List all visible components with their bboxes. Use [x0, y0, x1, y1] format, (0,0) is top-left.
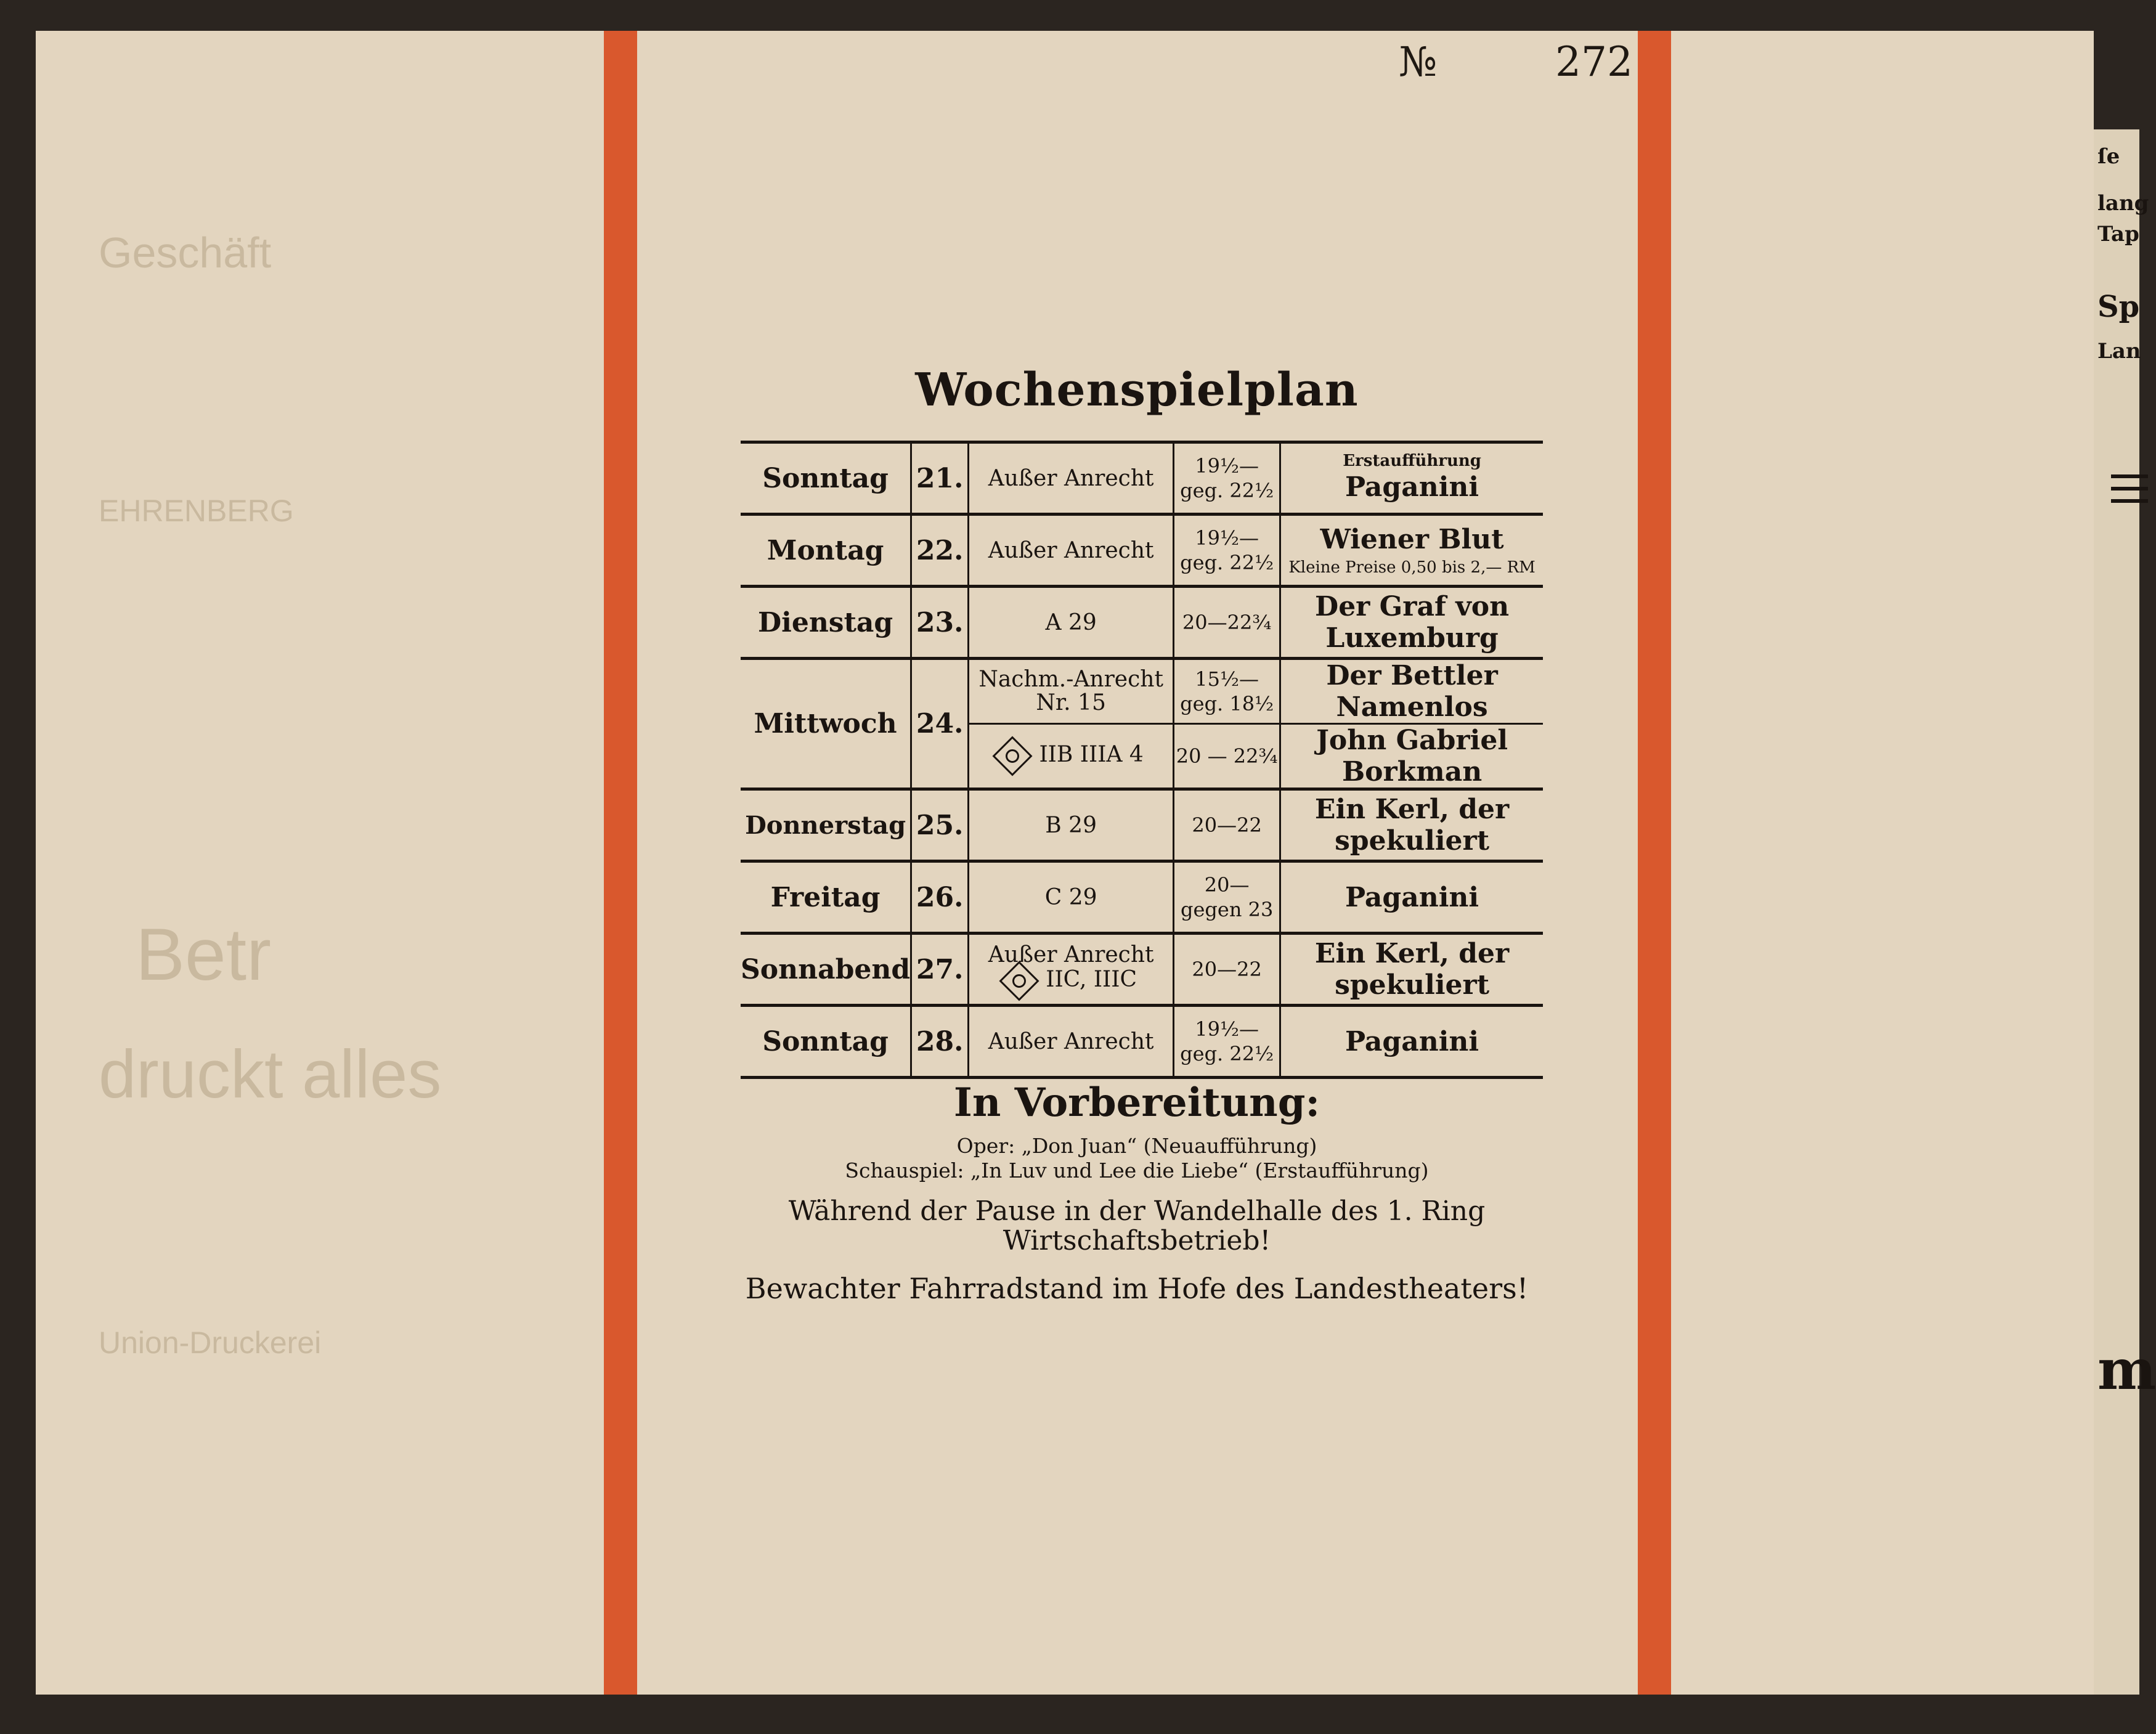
- show-through-text: Union-Druckerei: [99, 1325, 322, 1360]
- theater-emblem-icon: [993, 736, 1033, 776]
- adjacent-page-edge: ſe lang Tap Sp Lan m: [2094, 129, 2139, 1695]
- time-cell: 19½— geg. 22½: [1174, 515, 1280, 587]
- intermission-notice-line-1: Während der Pause in der Wandelhalle des 1. Ring: [788, 1195, 1486, 1227]
- subscription-cell: Außer Anrecht: [969, 1006, 1174, 1078]
- subscription-cell: Nachm.-Anrecht Nr. 15: [969, 659, 1174, 724]
- page-number-value: 272: [1555, 38, 1633, 86]
- subscription-cell: A 29: [969, 587, 1174, 659]
- page-title: Wochenspielplan: [915, 364, 1359, 417]
- subscription-text: Außer Anrecht: [988, 942, 1154, 967]
- intermission-notice-line-2: Wirtschaftsbetrieb!: [1003, 1225, 1271, 1256]
- day-cell: Montag: [741, 515, 911, 587]
- in-preparation-play: Schauspiel: „In Luv und Lee die Liebe“ (Erstaufführung): [845, 1158, 1429, 1182]
- show-through-text: druckt alles: [99, 1036, 442, 1112]
- subscription-extra-text: IIC, IIIC: [1046, 967, 1137, 992]
- table-row: [741, 789, 1543, 861]
- play-title: Ein Kerl, der spekuliert: [1280, 934, 1543, 1006]
- bicycle-notice: Bewachter Fahrradstand im Hofe des Landestheaters!: [745, 1272, 1529, 1305]
- subscription-extra: [969, 967, 1173, 995]
- time-cell: 19½— geg. 22½: [1174, 442, 1280, 515]
- day-cell: Sonnabend: [741, 934, 911, 1006]
- table-row: [741, 1006, 1543, 1078]
- time-cell: 20—22¾: [1174, 587, 1280, 659]
- table-row: [741, 861, 1543, 934]
- date-cell: 21.: [911, 442, 969, 515]
- page-number: [1399, 38, 1633, 100]
- date-cell: 23.: [911, 587, 969, 659]
- play-title: Paganini: [1345, 471, 1479, 503]
- day-cell: Mittwoch: [741, 659, 911, 789]
- time-cell: 20 — 22¾: [1174, 724, 1280, 789]
- page-number-prefix: №: [1399, 38, 1438, 86]
- table-row: [741, 934, 1543, 1006]
- day-cell: Freitag: [741, 861, 911, 934]
- in-preparation-opera: Oper: „Don Juan“ (Neuaufführung): [956, 1134, 1317, 1158]
- subscription-text: IIB IIIA 4: [1039, 742, 1144, 767]
- in-preparation-heading: In Vorbereitung:: [953, 1080, 1320, 1126]
- day-cell: Sonntag: [741, 442, 911, 515]
- subscription-cell: [969, 934, 1174, 1006]
- play-cell: [1280, 515, 1543, 587]
- subscription-cell: Außer Anrecht: [969, 442, 1174, 515]
- show-through-text: Betr: [136, 913, 272, 996]
- date-cell: 25.: [911, 789, 969, 861]
- left-orange-stripe: [604, 31, 637, 1695]
- play-title: Ein Kerl, der spekuliert: [1280, 789, 1543, 861]
- subscription-cell: [969, 724, 1174, 789]
- play-title: Der Graf von Luxemburg: [1280, 587, 1543, 659]
- subscription-cell: C 29: [969, 861, 1174, 934]
- time-cell: 20—22: [1174, 934, 1280, 1006]
- date-cell: 26.: [911, 861, 969, 934]
- date-cell: 28.: [911, 1006, 969, 1078]
- day-cell: Donnerstag: [741, 789, 911, 861]
- right-orange-stripe: [1638, 31, 1671, 1695]
- table-row: [741, 659, 1543, 724]
- table-row: [741, 442, 1543, 515]
- time-cell: 19½— geg. 22½: [1174, 1006, 1280, 1078]
- weekly-schedule-table: [741, 441, 1543, 1079]
- play-title: Wiener Blut: [1320, 524, 1504, 555]
- play-cell: [1280, 442, 1543, 515]
- play-title: Der Bettler Namenlos: [1280, 659, 1543, 724]
- show-through-text: EHRENBERG: [99, 494, 294, 528]
- intermission-notice: [641, 1197, 1633, 1256]
- subscription-cell: B 29: [969, 789, 1174, 861]
- play-title: John Gabriel Borkman: [1280, 724, 1543, 789]
- day-cell: Dienstag: [741, 587, 911, 659]
- date-cell: 22.: [911, 515, 969, 587]
- premiere-note: Erstaufführung: [1343, 452, 1481, 470]
- play-title: Paganini: [1280, 1006, 1543, 1078]
- table-row: [741, 515, 1543, 587]
- subscription-cell: Außer Anrecht: [969, 515, 1174, 587]
- show-through-text: Geschäft: [99, 229, 272, 277]
- theater-emblem-icon: [999, 961, 1039, 1001]
- date-cell: 27.: [911, 934, 969, 1006]
- day-cell: Sonntag: [741, 1006, 911, 1078]
- time-cell: 20—22: [1174, 789, 1280, 861]
- price-note: Kleine Preise 0,50 bis 2,— RM: [1288, 558, 1536, 577]
- table-row: [741, 587, 1543, 659]
- time-cell: 20— gegen 23: [1174, 861, 1280, 934]
- time-cell: 15½— geg. 18½: [1174, 659, 1280, 724]
- date-cell: 24.: [911, 659, 969, 789]
- play-title: Paganini: [1280, 861, 1543, 934]
